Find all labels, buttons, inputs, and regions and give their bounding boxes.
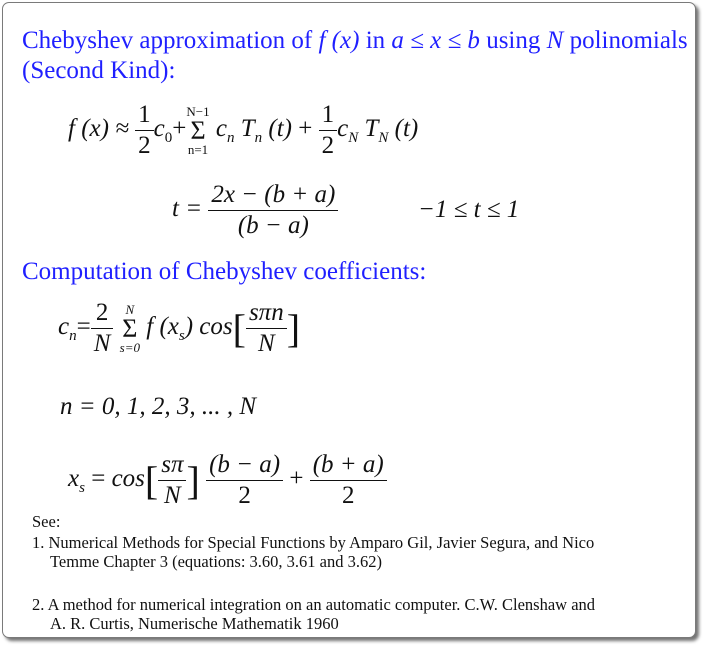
equals-sign: = <box>76 313 91 341</box>
fraction-num: (b − a) <box>209 451 281 478</box>
cos-function: cos <box>199 313 233 341</box>
equation-t-transform <box>172 180 338 241</box>
heading-fx: f (x) <box>318 27 360 54</box>
left-bracket: [ <box>232 306 246 351</box>
equation-nodes <box>68 450 387 511</box>
coef-c: c <box>337 115 349 143</box>
fraction-b-minus-a <box>206 450 283 511</box>
fraction-den: 2 <box>319 130 338 161</box>
t-range: −1 ≤ t ≤ 1 <box>418 196 520 223</box>
heading-N: N <box>546 27 564 54</box>
fraction-num: sπ <box>161 451 184 478</box>
plus-sign: + <box>292 115 319 143</box>
fraction-cos-arg <box>246 298 287 359</box>
see-label: See: <box>32 512 61 531</box>
sum-upper: N−1 <box>186 103 210 119</box>
sigma-symbol: Σ <box>190 115 206 145</box>
fraction-num: 1 <box>321 101 335 128</box>
equation-n-range <box>60 393 256 421</box>
subscript: s <box>178 328 185 345</box>
poly-T: T <box>240 115 255 143</box>
eq-lhs: t = <box>172 195 209 223</box>
fraction-num: (b + a) <box>312 451 384 478</box>
fraction-half <box>319 100 338 161</box>
reference-1 <box>32 533 594 571</box>
fraction-num: sπn <box>248 299 284 326</box>
fraction-num: 2x − (b + a) <box>211 181 336 208</box>
heading-text: in <box>359 27 392 54</box>
fraction-den: (b − a) <box>208 210 338 241</box>
eq-lhs: f (x) ≈ <box>68 115 136 143</box>
heading-range: a ≤ x ≤ b <box>391 27 480 54</box>
coef-c: c <box>153 115 165 143</box>
fraction-den: 2 <box>310 480 387 511</box>
equation-t-range <box>418 196 519 224</box>
left-bracket: [ <box>144 458 159 503</box>
heading-text: Computation of Chebyshev coefficients: <box>22 258 427 285</box>
equation-coefficients <box>58 298 300 359</box>
right-bracket: ] <box>186 458 200 503</box>
summation <box>186 105 209 157</box>
plus-sign: + <box>172 115 187 143</box>
summation <box>120 303 140 355</box>
fraction-den: 2 <box>135 130 154 161</box>
fraction-num: 2 <box>95 299 109 326</box>
heading-text: using <box>479 27 547 54</box>
coef-c: c <box>58 313 70 341</box>
coef-c: c <box>215 115 227 143</box>
right-bracket: ] <box>286 306 301 351</box>
heading-text: Chebyshev approximation of <box>22 27 319 54</box>
fraction-b-plus-a <box>310 450 387 511</box>
subscript: N <box>348 130 359 147</box>
heading-chebyshev-approximation <box>22 26 688 86</box>
sum-lower: n=1 <box>187 141 209 157</box>
heading-second-kind: (Second Kind): <box>22 57 176 84</box>
fraction-den: 2 <box>206 480 283 511</box>
equals-sign: = <box>84 465 112 493</box>
arg-t: (t) <box>388 115 419 143</box>
subscript: n <box>254 130 263 147</box>
equation-approximation <box>68 100 418 161</box>
n-values: n = 0, 1, 2, 3, ... , N <box>60 393 257 420</box>
function-f: f (x <box>146 313 179 341</box>
var-x: x <box>68 465 80 493</box>
references-label <box>32 512 60 531</box>
heading-text: polinomials <box>563 27 688 54</box>
plus-sign: + <box>283 465 310 493</box>
fraction-half <box>135 100 154 161</box>
fraction-den: N <box>158 480 186 511</box>
reference-text: 2. A method for numerical integration on an automatic computer. C.W. Clenshaw and <box>32 595 596 614</box>
subscript: N <box>378 130 389 147</box>
paren: ) <box>184 313 200 341</box>
arg-t: (t) <box>262 115 292 143</box>
sum-lower: s=0 <box>119 339 140 355</box>
subscript: 0 <box>164 130 173 147</box>
fraction-t <box>208 180 338 241</box>
fraction-den: N <box>91 328 114 359</box>
fraction-cos-arg <box>158 450 186 511</box>
sum-upper: N <box>125 301 135 317</box>
sigma-symbol: Σ <box>122 313 138 343</box>
subscript: n <box>226 130 235 147</box>
reference-text: 1. Numerical Methods for Special Functions by Amparo Gil, Javier Segura, and Nico <box>32 533 595 552</box>
subscript: s <box>79 480 85 497</box>
reference-text: Temme Chapter 3 (equations: 3.60, 3.61 and 3.62) <box>50 552 382 571</box>
reference-2 <box>32 595 595 633</box>
subscript: n <box>69 328 77 345</box>
poly-T: T <box>364 115 379 143</box>
fraction-2-over-N <box>91 298 114 359</box>
fraction-den: N <box>246 328 287 359</box>
reference-text: A. R. Curtis, Numerische Mathematik 1960 <box>50 614 339 633</box>
cos-function: cos <box>111 465 145 493</box>
fraction-num: 1 <box>138 101 151 128</box>
heading-coefficients <box>22 257 426 287</box>
